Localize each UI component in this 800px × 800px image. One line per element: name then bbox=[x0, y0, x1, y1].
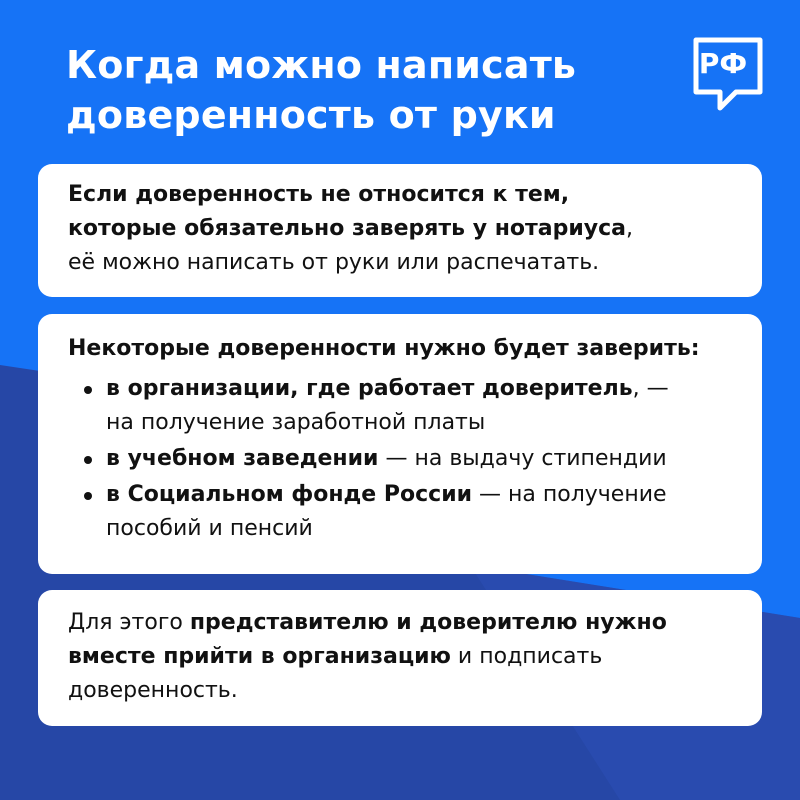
card3-line2-normal: и подписать bbox=[450, 644, 603, 669]
list-item-text: — на получение bbox=[472, 482, 667, 507]
card3-line1-normal: Для этого bbox=[68, 610, 190, 635]
list-item-bold: в Социальном фонде России bbox=[106, 482, 473, 507]
rf-logo bbox=[690, 34, 766, 114]
info-card-certify bbox=[38, 314, 762, 574]
page-title bbox=[66, 40, 666, 140]
info-card-notary bbox=[38, 164, 762, 297]
info-card-together bbox=[38, 590, 762, 726]
title-line-2: доверенность от руки bbox=[66, 93, 556, 137]
list-item-text: — на выдачу стипендии bbox=[378, 446, 667, 471]
card3-line2 bbox=[68, 640, 762, 674]
card3-line1-bold: представителю и доверителю нужно bbox=[189, 610, 667, 635]
list-item-continuation: пособий и пенсий bbox=[106, 516, 313, 541]
list-item-bold: в учебном заведении bbox=[106, 446, 379, 471]
card1-line1: Если доверенность не относится к тем, bbox=[68, 182, 570, 207]
list-item bbox=[68, 478, 762, 546]
list-item-continuation: на получение заработной платы bbox=[106, 410, 486, 435]
title-line-1: Когда можно написать bbox=[66, 43, 577, 87]
list-item bbox=[68, 442, 762, 476]
card1-line3: её можно написать от руки или распечатать. bbox=[68, 250, 600, 275]
card2-heading: Некоторые доверенности нужно будет заверить: bbox=[68, 336, 700, 361]
logo-text: РФ bbox=[698, 47, 748, 80]
list-item-text: , — bbox=[632, 376, 669, 401]
card3-line2-bold: вместе прийти в организацию bbox=[68, 644, 451, 669]
card1-line2-normal: , bbox=[626, 216, 634, 241]
list-item-bold: в организации, где работает доверитель bbox=[106, 376, 633, 401]
card1-line2-bold: которые обязательно заверять у нотариуса bbox=[68, 216, 627, 241]
certify-list bbox=[68, 372, 762, 546]
card3-line1 bbox=[68, 606, 762, 640]
list-item bbox=[68, 372, 762, 440]
card3-line3: доверенность. bbox=[68, 678, 238, 703]
card1-line2 bbox=[68, 212, 762, 246]
